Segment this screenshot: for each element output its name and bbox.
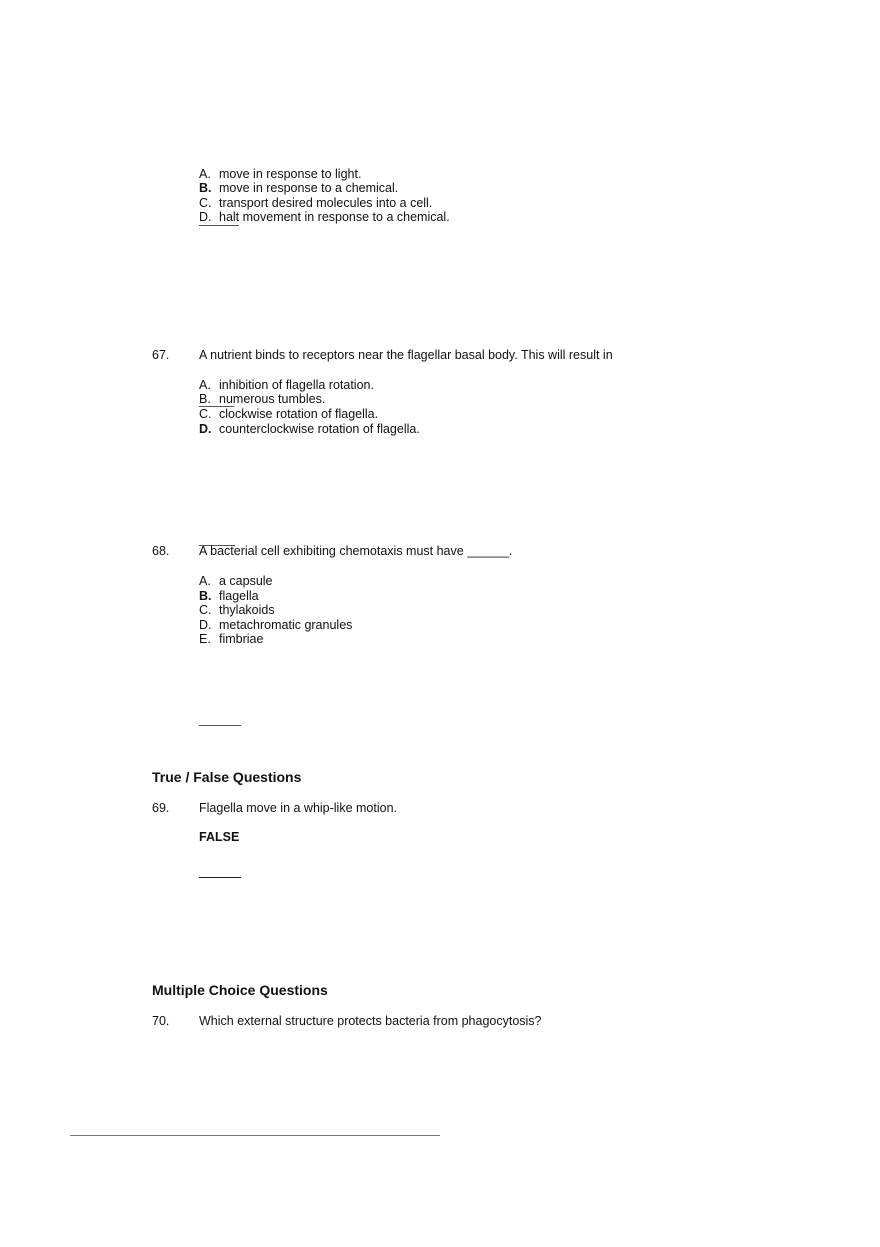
option-letter: E. bbox=[199, 632, 211, 646]
option-letter: A. bbox=[199, 574, 211, 588]
answer-underline bbox=[199, 225, 239, 226]
option-letter: B. bbox=[199, 589, 212, 603]
option-text: move in response to a chemical. bbox=[219, 181, 399, 195]
option-text: clockwise rotation of flagella. bbox=[219, 407, 379, 421]
option-66-b bbox=[199, 181, 398, 196]
question-text: A nutrient binds to receptors near the flagellar basal body. This will result in bbox=[199, 348, 613, 362]
answer-underline bbox=[199, 877, 241, 878]
option-66-a bbox=[199, 167, 361, 182]
question-text: Flagella move in a whip-like motion. bbox=[199, 801, 398, 815]
question-number: 70. bbox=[152, 1014, 170, 1028]
option-letter: A. bbox=[199, 167, 211, 181]
footer-divider bbox=[70, 1135, 440, 1136]
option-letter: D. bbox=[199, 210, 212, 224]
option-67-c bbox=[199, 407, 378, 422]
option-letter: D. bbox=[199, 422, 212, 436]
option-67-b bbox=[199, 392, 325, 407]
question-number: 68. bbox=[152, 544, 170, 558]
option-text: flagella bbox=[219, 589, 259, 603]
option-letter: B. bbox=[199, 392, 211, 406]
option-text: inhibition of flagella rotation. bbox=[219, 378, 374, 392]
section-heading-true-false: True / False Questions bbox=[152, 769, 302, 785]
question-text: Which external structure protects bacteria from phagocytosis? bbox=[199, 1014, 542, 1028]
option-text: halt movement in response to a chemical. bbox=[219, 210, 450, 224]
option-text: numerous tumbles. bbox=[219, 392, 326, 406]
section-heading-multiple-choice: Multiple Choice Questions bbox=[152, 982, 328, 998]
option-text: transport desired molecules into a cell. bbox=[219, 196, 433, 210]
question-number: 67. bbox=[152, 348, 170, 362]
option-68-a bbox=[199, 574, 273, 589]
option-66-c bbox=[199, 196, 432, 211]
question-number: 69. bbox=[152, 801, 170, 815]
option-text: counterclockwise rotation of flagella. bbox=[219, 422, 420, 436]
option-text: a capsule bbox=[219, 574, 273, 588]
answer-text: FALSE bbox=[199, 830, 240, 844]
option-68-e bbox=[199, 632, 263, 647]
option-letter: A. bbox=[199, 378, 211, 392]
option-66-d bbox=[199, 210, 450, 225]
option-letter: D. bbox=[199, 618, 212, 632]
option-67-d bbox=[199, 422, 420, 437]
answer-underline bbox=[199, 725, 241, 726]
option-text: metachromatic granules bbox=[219, 618, 353, 632]
option-letter: C. bbox=[199, 603, 212, 617]
option-text: move in response to light. bbox=[219, 167, 362, 181]
option-68-d bbox=[199, 618, 352, 633]
option-68-b bbox=[199, 589, 259, 604]
option-text: thylakoids bbox=[219, 603, 275, 617]
option-letter: B. bbox=[199, 181, 212, 195]
option-67-a bbox=[199, 378, 374, 393]
question-text: A bacterial cell exhibiting chemotaxis must have ______. bbox=[199, 544, 513, 558]
option-68-c bbox=[199, 603, 275, 618]
option-text: fimbriae bbox=[219, 632, 264, 646]
option-letter: C. bbox=[199, 407, 212, 421]
option-letter: C. bbox=[199, 196, 212, 210]
